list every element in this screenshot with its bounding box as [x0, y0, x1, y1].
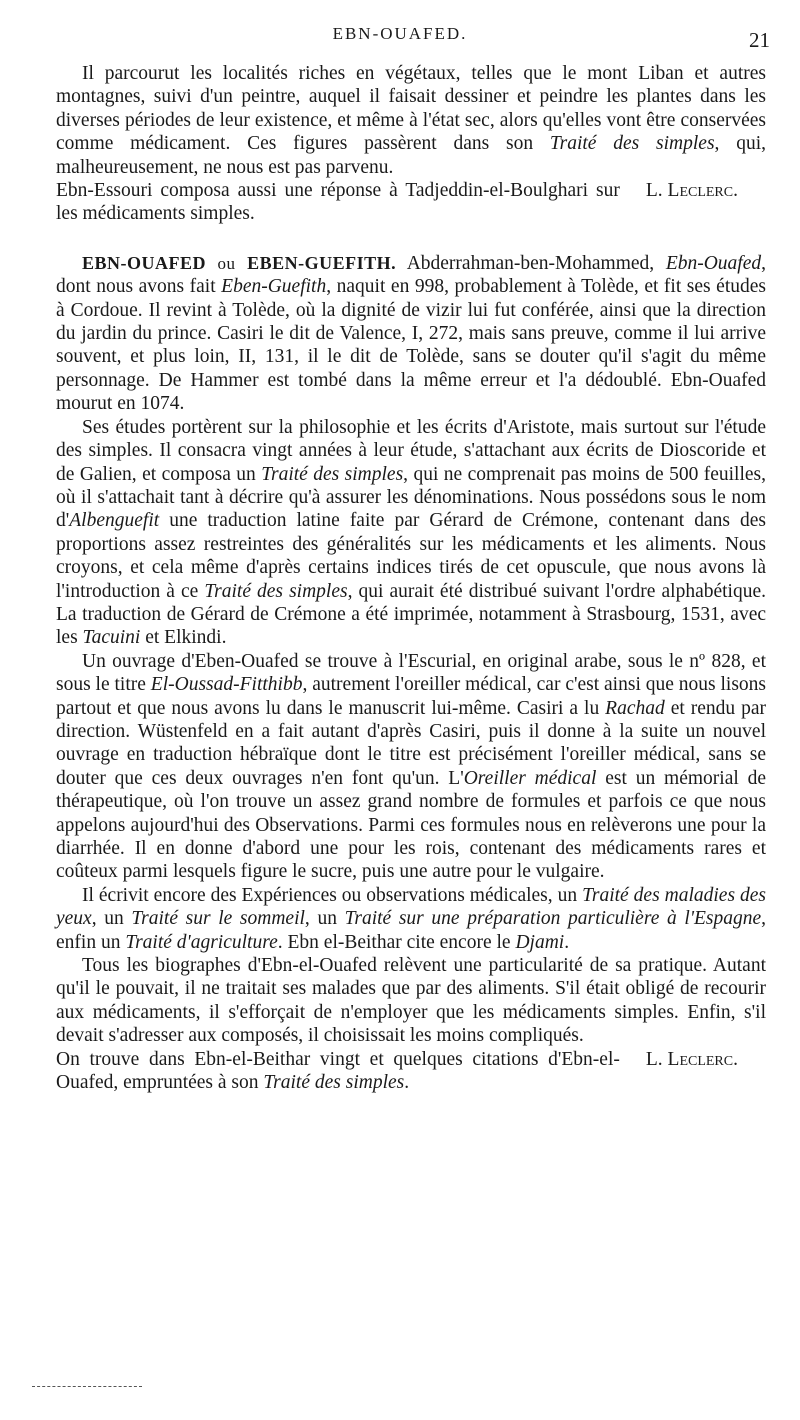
- entry-first-paragraph: EBN-OUAFED ou EBEN-GUEFITH. Abderrahman-ben-Mohammed, Ebn-Ouafed, dont nous avons fait Eben-Guefith, naquit en 998, probablement à Tolède, et fit ses études à Cordoue. Il revint à Tolède, où la dignité de vizir lui fut conférée, ainsi que la direction du jardin du prince. Casiri le dit de Valence, I, 272, mais sans preuve, comme il lui arrive souvent, et plus loin, II, 131, il le dit de Tolède, sans se douter qu'il s'agit du même personnage. De Hammer est tombé dans la même erreur et l'a dédoublé. Ebn-Ouafed mourut en 1074.: [56, 252, 766, 415]
- paragraph-text: Ebn-Essouri composa aussi une réponse à Tadjeddin-el-Boulghari sur les médicaments simples.: [56, 180, 620, 225]
- paragraph-text: On trouve dans Ebn-el-Beithar vingt et quelques citations d'Ebn-el-Ouafed, empruntées à son Traité des simples.: [56, 1048, 620, 1094]
- paragraph: Il écrivit encore des Expériences ou observations médicales, un Traité des maladies des yeux, un Traité sur le sommeil, un Traité sur une préparation particulière à l'Espagne, enfin un Traité d'agriculture. Ebn el-Beithar cite encore le Djami.: [56, 884, 767, 953]
- paragraph-with-signature: [56, 179, 766, 226]
- paragraph: Il parcourut les localités riches en végétaux, telles que le mont Liban et autres montagnes, suivi d'un peintre, auquel il faisait dessiner et peindre les plantes dans les diverses périodes de leur existence, et même à l'état sec, alors qu'elles vont être conservées comme médicament. Ces figures passèrent dans son Traité des simples, qui, malheureusement, ne nous est pas parvenu.: [56, 63, 766, 178]
- author-signature: L. Leclerc.: [645, 1048, 738, 1070]
- paragraph-with-signature: [56, 1048, 766, 1095]
- running-head: EBN-OUAFED.: [332, 24, 468, 43]
- entry-heading: EBN-OUAFED ou EBEN-GUEFITH.: [82, 252, 397, 273]
- page-number: 21: [749, 28, 770, 52]
- author-signature: L. Leclerc.: [645, 180, 738, 202]
- book-title: Traité des simples: [549, 133, 715, 155]
- paragraph: Tous les biographes d'Ebn-el-Ouafed relèvent une particularité de sa pratique. Autant qu'il le pouvait, il ne traitait ses malades que par des aliments. S'il était obligé de recourir aux médicaments, il s'efforçait de n'employer que les médicaments simples. Enfin, s'il devait s'adresser aux composés, il choisissait les moins compliqués.: [56, 955, 766, 1047]
- body-text: [56, 62, 766, 1094]
- paragraph: Ses études portèrent sur la philosophie et les écrits d'Aristote, mais surtout sur l'étude des simples. Il consacra vingt années à leur étude, s'attachant aux écrits de Dioscoride et de Galien, et composa un Traité des simples, qui ne comprenait pas moins de 500 feuilles, où il s'attachait tant à décrire qu'à assurer les dénominations. Nous possédons sous le nom d'Albenguefit une traduction latine faite par Gérard de Crémone, contenant dans des proportions assez restreintes des généralités sur les médicaments et les aliments. Nous croyons, et cela même d'après certains indices tirés de cet opuscule, que nous avons là l'introduction à ce Traité des simples, qui aurait été distribué suivant l'ordre alphabétique. La traduction de Gérard de Crémone a été imprimée, notamment à Strasbourg, 1531, avec les Tacuini et Elkindi.: [56, 416, 766, 649]
- paragraph: Un ouvrage d'Eben-Ouafed se trouve à l'Escurial, en original arabe, sous le nº 828, et sous le titre El-Oussad-Fitthibb, autrement l'oreiller médical, car c'est ainsi que nous lisons partout et que nous avons lu dans le manuscrit lui-même. Casiri a lu Rachad et rendu par direction. Wüstenfeld en a fait autant d'après Casiri, puis il donne à la suite un nouvel ouvrage en traduction hébraïque dont le titre est précisément l'oreiller médical, sans se douter que ces deux ouvrages n'en font qu'un. L'Oreiller médical est un mémorial de thérapeutique, où l'on trouve un assez grand nombre de formules et parfois ce que nous appelons aujourd'hui des Observations. Parmi ces formules nous en relèverons une pour la diarrhée. Il en donne d'abord une pour les rois, contenant des médicaments rares et coûteux parmi lesquels figure le sucre, puis une autre pour le vulgaire.: [56, 650, 767, 883]
- footer-rule: [32, 1386, 142, 1387]
